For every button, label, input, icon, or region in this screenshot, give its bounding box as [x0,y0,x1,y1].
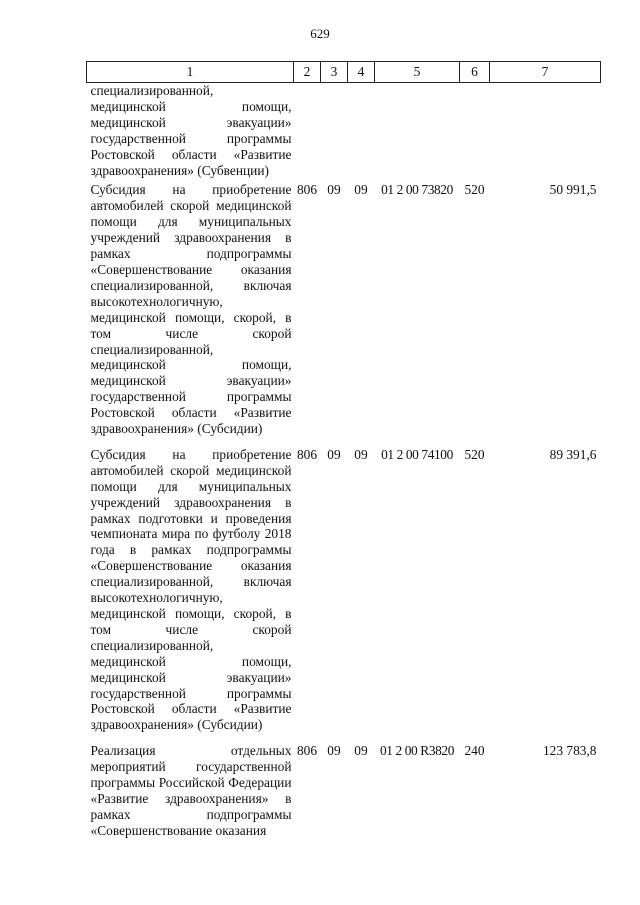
header-cell-1: 1 [87,62,294,83]
row-subsection: 09 [354,182,368,198]
row-description: Субсидия на приобретение автомобилей скорой медицинской помощи для муниципальных учреждений здравоохранения в рамках подготовки и проведения чемпионата мира по футболу 2018 года в рамках подпрограммы «Совершенствование оказания специализированной, включая высокотехнологичную, медицинской помощи, скорой, в том числе скорой специализированной, медицинской помощи, медицинской эвакуации» государственной программы Ростовской области «Развитие здравоохранения» (Субсидии) [90,446,292,733]
table-row [87,443,601,739]
row-subsection: 09 [354,743,368,759]
row-amount: 123 783,8 [542,743,597,759]
row-description: Реализация отдельных мероприятий государственной программы Российской Федерации «Развитие здравоохранения» в рамках подпрограммы «Совершенствование оказания [90,743,292,838]
row-target-article: 01 2 00 R3820 [379,743,455,759]
header-cell-7: 7 [490,62,601,83]
row-section: 09 [327,743,341,759]
table-row [87,178,601,443]
row-target-article: 01 2 00 74100 [381,446,453,462]
row-expense-type: 520 [464,182,485,198]
header-cell-5: 5 [375,62,460,83]
table-row [87,83,601,179]
header-cell-6: 6 [460,62,490,83]
row-target-article: 01 2 00 73820 [381,182,453,198]
row-section: 09 [327,446,341,462]
row-expense-type: 240 [464,743,485,759]
row-subsection: 09 [354,446,368,462]
row-amount: 89 391,6 [549,446,597,462]
row-ministry-code: 806 [296,446,318,462]
header-cell-3: 3 [321,62,348,83]
row-ministry-code: 806 [296,743,318,759]
budget-table [86,61,601,845]
header-cell-4: 4 [348,62,375,83]
row-expense-type: 520 [464,446,485,462]
page-number: 629 [310,26,330,41]
continuation-description: специализированной, медицинской помощи, медицинской эвакуации» государственной программы Ростовской области «Развитие здравоохранения» (Субвенции) [90,83,292,178]
row-description: Субсидия на приобретение автомобилей скорой медицинской помощи для муниципальных учреждений здравоохранения в рамках подпрограммы «Совершенствование оказания специализированной, включая высокотехнологичную, медицинской помощи, скорой, в том числе скорой специализированной, медицинской помощи, медицинской эвакуации» государственной программы Ростовской области «Развитие здравоохранения» (Субсидии) [90,182,292,437]
header-cell-2: 2 [294,62,321,83]
row-amount: 50 991,5 [549,182,597,198]
table-header-row [87,62,601,83]
row-section: 09 [327,182,341,198]
row-ministry-code: 806 [296,182,318,198]
table-row [87,739,601,844]
